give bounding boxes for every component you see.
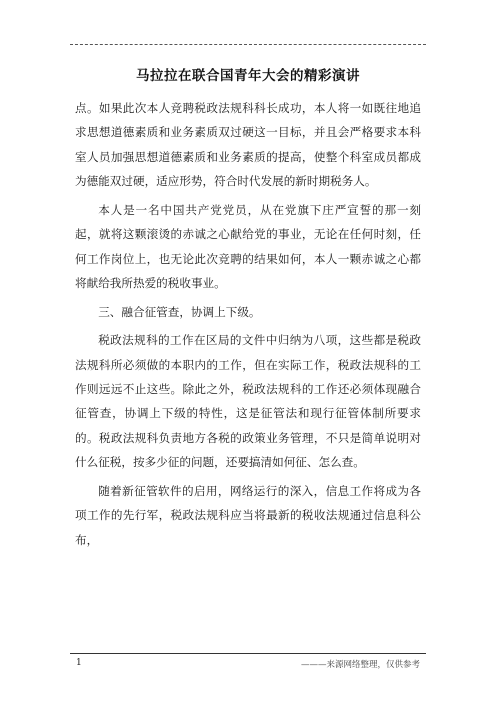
paragraph: 随着新征管软件的启用，网络运行的深入，信息工作将成为各项工作的先行军，税政法规科应当将最新的税收法规通过信息科公布， bbox=[75, 483, 421, 547]
header-divider bbox=[70, 44, 426, 45]
document-title: 马拉拉在联合国青年大会的精彩演讲 bbox=[136, 68, 360, 84]
footer-divider bbox=[70, 653, 426, 654]
page-number: 1 bbox=[76, 658, 82, 668]
section-heading: 三、融合征管查，协调上下级。 bbox=[98, 304, 261, 319]
paragraph-continuation: 点。如果此次本人竞聘税政法规科科长成功，本人将一如既往地追求思想道德素质和业务素质双过硬这一目标，并且会严格要求本科室人员加强思想道德素质和业务素质的提高，使整个科室成员都成为德能双过硬，适应形势，符合时代发展的新时期税务人。 bbox=[75, 101, 421, 189]
document-body bbox=[75, 96, 421, 556]
paragraph: 本人是一名中国共产党党员，从在党旗下庄严宣誓的那一刻起，就将这颗滚烫的赤诚之心献给党的事业，无论在任何时刻，任何工作岗位上，也无论此次竞聘的结果如何，本人一颗赤诚之心都将献给我所热爱的税收事业。 bbox=[75, 202, 421, 291]
paragraph: 税政法规科的工作在区局的文件中归纳为八项，这些都是税政法规科所必须做的本职内的工作，但在实际工作，税政法规科的工作则远远不止这些。除此之外，税政法规科的工作还必须体现融合征管查，协调上下级的特性，这是征管法和现行征管体制所要求的。税政法规科负责地方各税的政策业务管理，不只是简单说明对什么征税，按多少征的问题，还要搞清如何征、怎么查。 bbox=[75, 333, 421, 470]
footer-source-note: ———来源网络整理，仅供参考 bbox=[300, 660, 420, 670]
